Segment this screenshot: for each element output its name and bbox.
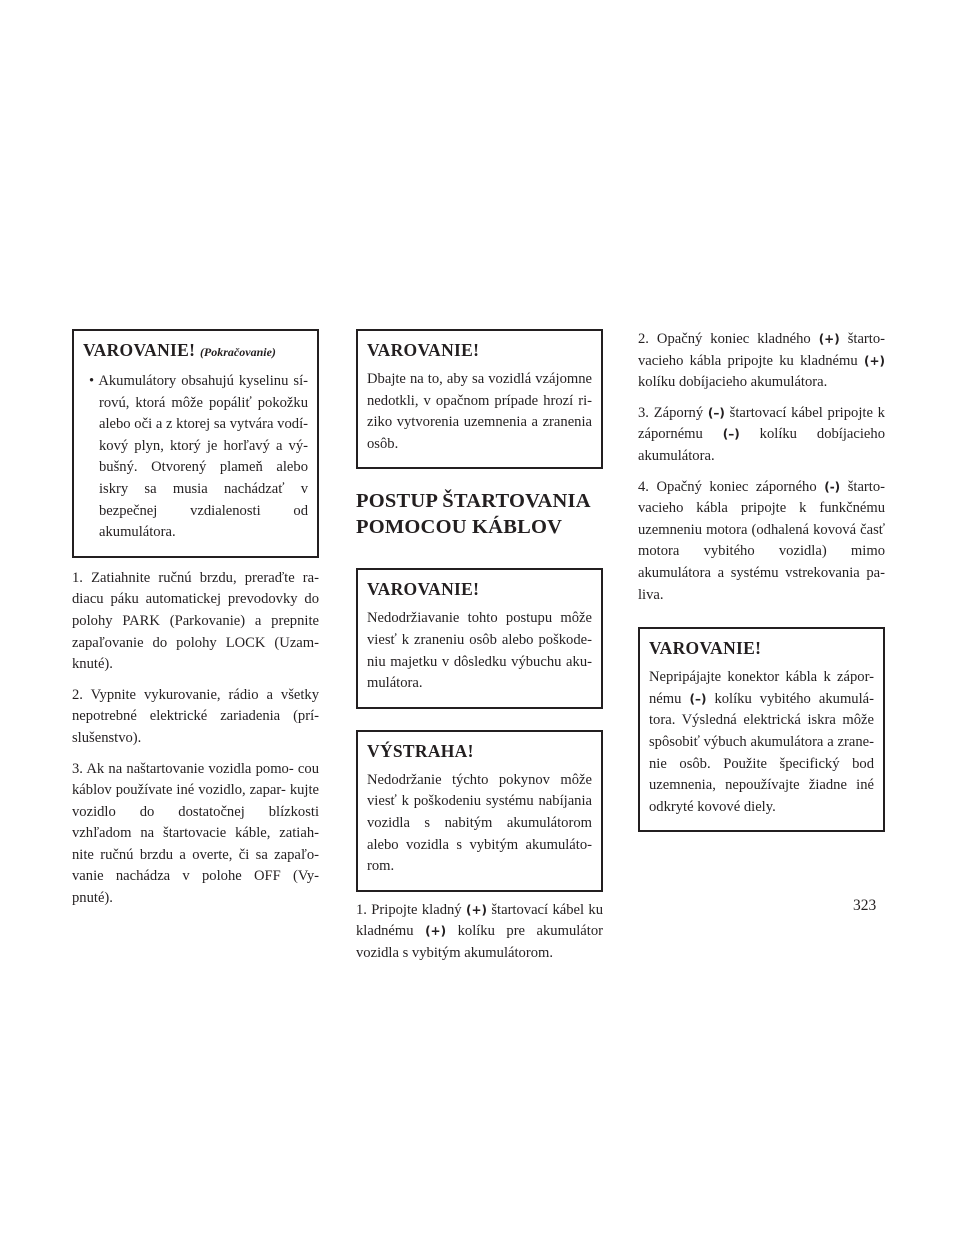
step-2-connect-paragraph [638,329,885,394]
step-3-paragraph: 3. Ak na naštartovanie vozidla pomo- cou káblov používate iné vozidlo, zapar- kujte vozidlo do dostatočnej blízkosti vzhľadom na štartovacie káble, zatiah- nite ručnú brzdu a overte, či sa zapaľo- vanie nachádza v polohe OFF (Vy- pnuté). [72,760,319,907]
text-segment: kolíku vybitého akumulá- tora. Výsledná elektrická iskra môže spôsobiť výbuch akumulátora a zrane- nie osôb. Použite špecifický bod uzemnenia, nepoužívajte žiadne iné odkryté kovové diely. [649,690,874,815]
continued-label: (Pokračovanie) [199,345,276,359]
step-1-paragraph: 1. Zatiahnite ručnú brzdu, preraďte ra- diacu páku automatickej prevodovky do polohy PARK (Parkovanie) a prepnite zapaľovanie do polohy LOCK (Uzam- knuté). [72,569,319,673]
warning-text: Dbajte na to, aby sa vozidlá vzájomne nedotkli, v opačnom prípade hrozí ri- ziko vytvorenia uzemnenia a zranenia osôb. [367,371,592,452]
step-2-paragraph: 2. Vypnite vykurovanie, rádio a všetky nepotrebné elektrické zariadenia (prí- slušenstvo). [72,686,319,746]
warning-title: VAROVANIE! [649,638,762,659]
warning-title: VAROVANIE! [367,340,480,360]
warning-text [649,667,874,818]
section-heading-line-2: POMOCOU KÁBLOV [356,516,563,539]
text-segment: štarto- vacieho kábla pripojte ku kladnému [638,331,885,369]
right-column [638,329,885,832]
step-1-connect-paragraph [356,900,603,965]
left-column [72,329,319,919]
plus-symbol: (+) [818,332,840,346]
text-segment: 3. Záporný [638,404,708,421]
text-segment: 1. Pripojte kladný [356,901,466,918]
warning-box-contact [356,329,603,469]
warning-title-text: VAROVANIE! [83,340,196,360]
section-heading-line-1: POSTUP ŠTARTOVANIA [356,490,591,513]
minus-symbol: (–) [722,427,740,442]
warning-box-continued [72,329,319,558]
text-segment: štartovací kábel pripojte k zápornému [638,404,885,443]
warning-bullet-text: • Akumulátory obsahujú kyselinu sí- rovú, ktorá môže popáliť pokožku alebo oči a z ktorej sa vytvára vodí- kový plyn, ktorý je horľavý a vý- bušný. Otvorený plameň alebo iskry sa musia nachádzať v bezpečnej vzdialenosti od akumulátora. [89,373,308,541]
text-segment: kolíku dobíjacieho akumulátora. [638,426,885,464]
plus-symbol: (+) [425,924,447,939]
warning-text: Nedodržiavanie tohto postupu môže viesť k zraneniu osôb alebo poškode- niu majetku v dôsledku výbuchu aku- mulátora. [367,610,592,692]
text-segment: štartovací kábel ku kladnému [356,901,604,940]
text-segment: kolíku dobíjacieho akumulátora. [638,374,828,391]
minus-symbol: (-) [824,479,841,494]
plus-symbol: (+) [863,353,885,368]
page-number: 323 [853,897,877,914]
middle-column [356,329,603,974]
caution-text: Nedodržanie týchto pokynov môže viesť k poškodeniu systému nabíjania vozidla s nabitým akumulátorom alebo vozidla s vybitým akumuláto- rom. [367,771,592,875]
section-heading [356,488,603,540]
text-segment: štarto- vacieho kábla pripojte k funkčnému uzemneniu motora (odhalená kovová časť motora vybitého vozidla) mimo akumulátora a systému vstrekovania pa- liva. [638,478,885,603]
step-4-connect-paragraph [638,477,885,607]
text-segment: 4. Opačný koniec záporného [638,478,825,495]
text-segment: 2. Opačný koniec kladného [638,331,819,347]
warning-title [83,340,308,362]
minus-symbol: (–) [689,691,707,706]
minus-symbol: (–) [707,405,725,420]
warning-title: VAROVANIE! [367,579,480,600]
warning-box-procedure [356,568,603,708]
step-3-connect-paragraph [638,403,885,468]
caution-box [356,730,603,892]
plus-symbol: (+) [465,902,487,917]
warning-box-negative-terminal [638,627,885,832]
text-segment: Nepripájajte konektor kábla k zápor- nému [649,669,874,707]
caution-title: VÝSTRAHA! [367,740,474,761]
text-segment: kolíku pre akumulátor vozidla s vybitým akumulátorom. [356,923,603,961]
